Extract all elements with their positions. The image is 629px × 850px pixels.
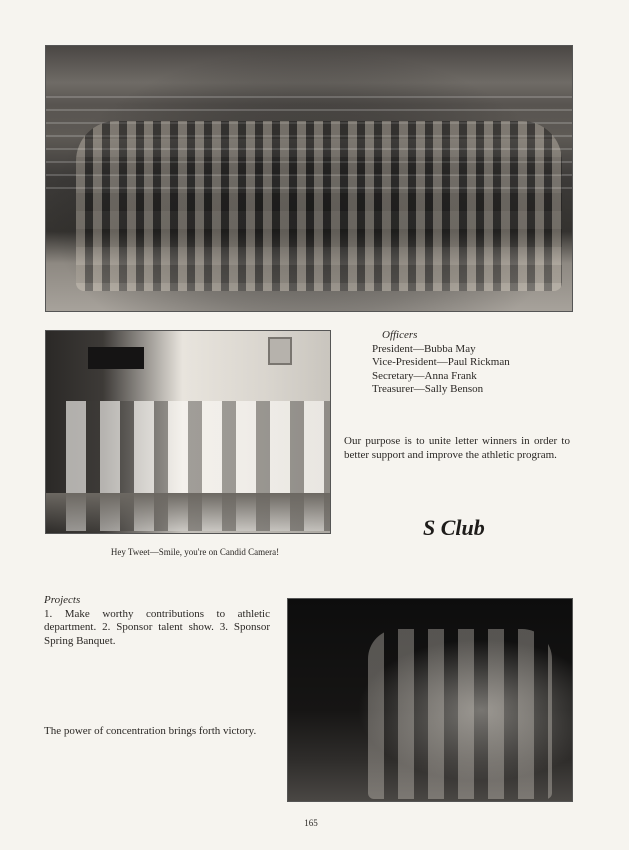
officer-secretary: Secretary—Anna Frank [372, 369, 477, 382]
officer-president: President—Bubba May [372, 342, 476, 355]
officers-heading: Officers [382, 329, 418, 341]
officer-vice-president: Vice-President—Paul Rickman [372, 356, 510, 368]
purpose-statement: Our purpose is to unite letter winners in order to better support and improve the athletic program. [344, 435, 570, 461]
projects-text: 1. Make worthy contributions to athletic department. 2. Sponsor talent show. 3. Sponsor Spring Banquet. [44, 607, 270, 647]
concentration-caption: The power of concentration brings forth victory. [44, 725, 257, 737]
bench-photo [45, 330, 331, 534]
football-players [368, 629, 552, 799]
group-photo [45, 45, 573, 312]
page-number: 165 [304, 818, 318, 828]
gym-floor [46, 493, 330, 533]
projects-section [44, 594, 270, 648]
football-photo [287, 598, 573, 802]
scoreboard-clock [88, 347, 144, 369]
officers-list [372, 329, 592, 397]
club-title: S Club [423, 515, 485, 540]
club-members [76, 121, 562, 291]
wall-picture [268, 337, 292, 365]
projects-heading: Projects [44, 594, 81, 606]
officer-treasurer: Treasurer—Sally Benson [372, 383, 484, 395]
photo-caption: Hey Tweet—Smile, you're on Candid Camera! [110, 547, 280, 557]
